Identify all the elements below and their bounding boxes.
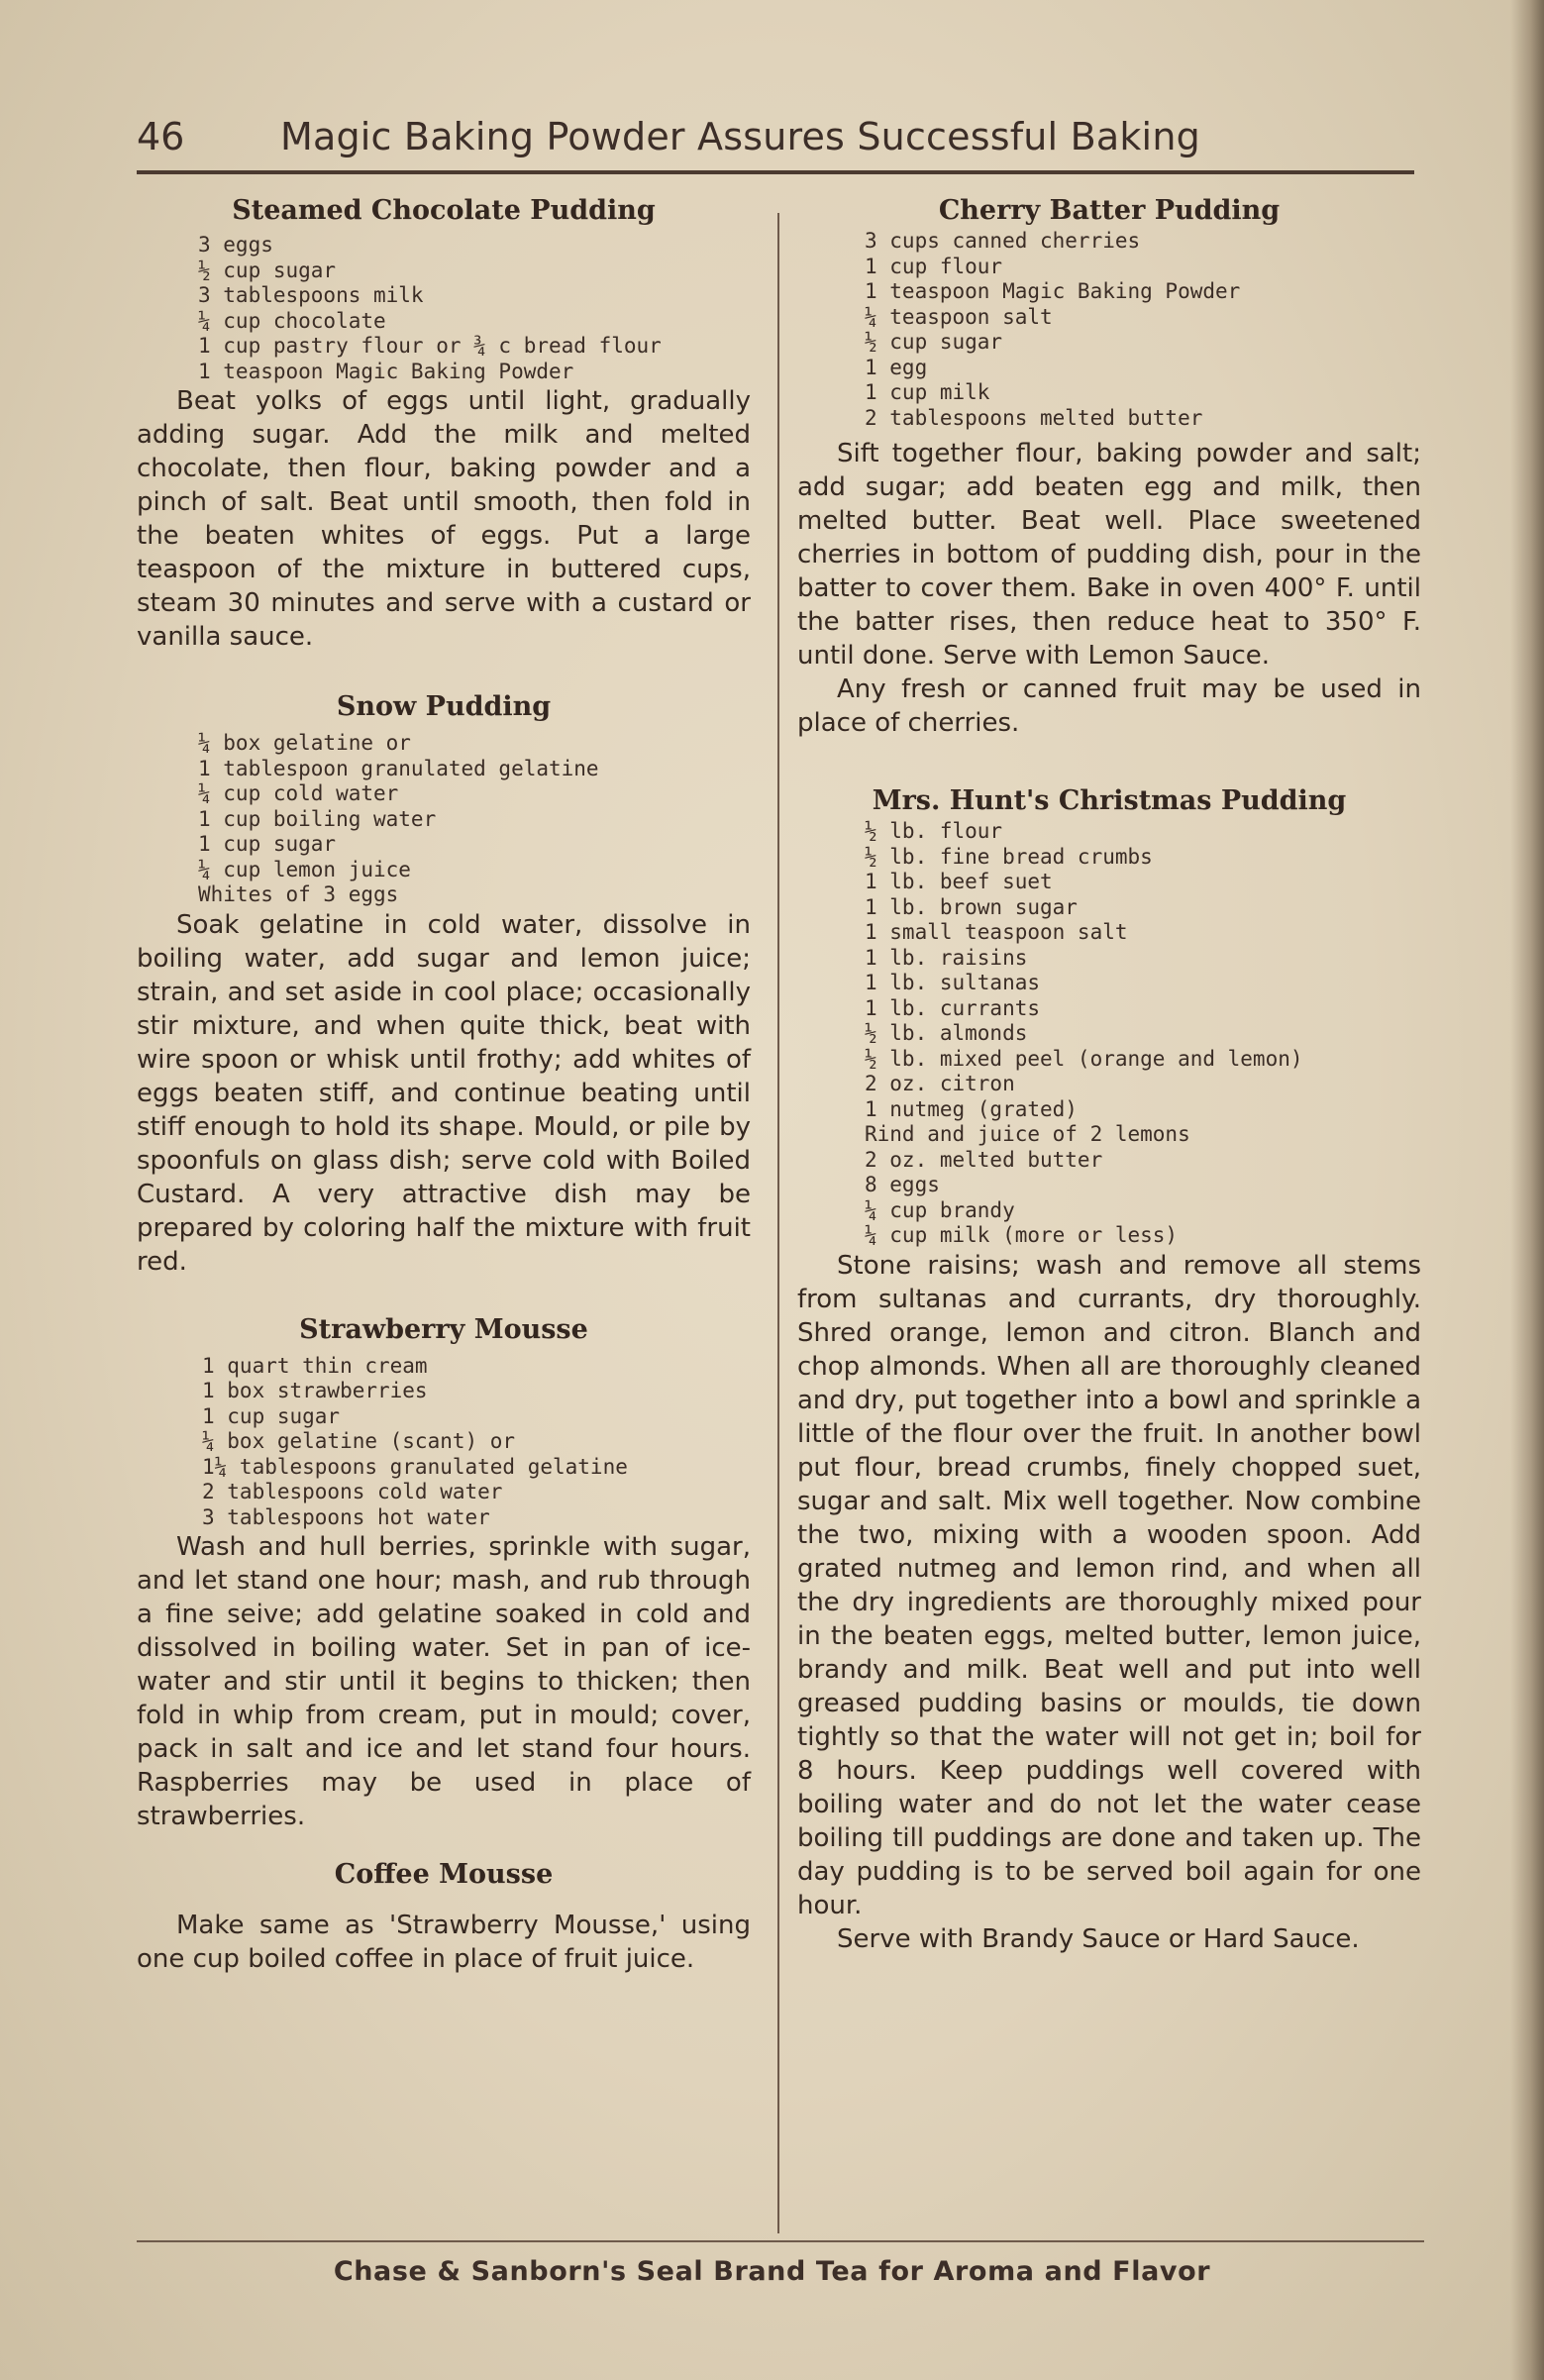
- header-rule: [137, 170, 1414, 174]
- method-paragraph: Any fresh or canned fruit may be used in place of cherries.: [797, 674, 1421, 738]
- recipe-title: Coffee Mousse: [334, 1859, 554, 1890]
- ingredient: ½ lb. almonds: [865, 1021, 1028, 1045]
- ingredient-list: [198, 233, 751, 384]
- ingredient: 8 eggs: [865, 1173, 940, 1196]
- ingredient: ¼ teaspoon salt: [865, 304, 1053, 329]
- ingredient: 2 oz. citron: [865, 1072, 1015, 1095]
- recipe-strawberry-mousse: [137, 1312, 751, 1834]
- ingredient-list: [202, 1354, 751, 1531]
- ingredient: 1 nutmeg (grated): [865, 1096, 1078, 1121]
- ingredient: ¼ cup lemon juice: [198, 857, 411, 881]
- ingredient: 1 lb. currants: [865, 995, 1041, 1020]
- ingredient: 2 oz. melted butter: [865, 1147, 1103, 1172]
- ingredient: 1 cup flour: [865, 254, 1003, 278]
- ingredient: 1 cup sugar: [202, 1403, 341, 1428]
- recipe-method: [797, 1249, 1421, 1956]
- page-spine-shadow: [1510, 0, 1544, 2380]
- recipe-cherry-batter-pudding: [797, 193, 1421, 740]
- running-title: Magic Baking Powder Assures Successful Baking: [280, 115, 1200, 158]
- ingredient: 2 tablespoons cold water: [202, 1480, 503, 1503]
- ingredient: 1 cup milk: [865, 380, 990, 404]
- ingredient: 3 eggs: [198, 233, 273, 257]
- recipe-method: [137, 1530, 751, 1833]
- recipe-title: Mrs. Hunt's Christmas Pudding: [872, 785, 1347, 816]
- ingredient: 1 cup boiling water: [198, 806, 437, 831]
- ingredient-list: [865, 819, 1421, 1249]
- method-paragraph: Soak gelatine in cold water, dissolve in boiling water, add sugar and lemon juice; strain, and set aside in cool place; occasionally stir mixture, and when quite thick, beat with wire spoon or whisk until frothy; add whites of eggs beaten stiff, and continue beating until stiff enough to hold its shape. Mould, or pile by spoonfuls on glass dish; serve cold with Boiled Custard. A very attractive dish may be prepared by coloring half the mixture with fruit red.: [137, 909, 751, 1277]
- ingredient: ¼ cup milk (more or less): [865, 1223, 1179, 1247]
- ingredient: ½ lb. flour: [865, 819, 1003, 843]
- recipe-title: Steamed Chocolate Pudding: [232, 195, 656, 226]
- ingredient-list: [198, 731, 751, 908]
- recipe-method: [797, 437, 1421, 740]
- ingredient: 1 teaspoon Magic Baking Powder: [865, 279, 1241, 303]
- ingredient: ¼ cup cold water: [198, 781, 399, 805]
- ingredient: ½ cup sugar: [865, 330, 1003, 354]
- recipe-coffee-mousse: [137, 1857, 751, 1976]
- ingredient: 3 cups canned cherries: [865, 229, 1141, 253]
- recipe-title: Strawberry Mousse: [299, 1313, 588, 1345]
- recipe-title: Snow Pudding: [336, 691, 552, 722]
- ingredient: 1 cup sugar: [198, 832, 337, 856]
- ingredient: Whites of 3 eggs: [198, 882, 399, 906]
- recipe-method: [137, 1909, 751, 1976]
- ingredient: 1 small teaspoon salt: [865, 920, 1128, 944]
- recipe-steamed-chocolate-pudding: [137, 193, 751, 654]
- method-paragraph: Sift together flour, baking powder and salt; add sugar; add beaten egg and milk, then melted butter. Beat well. Place sweetened cherries in bottom of pudding dish, pour in the batter to cover them. Bake in oven 400° F. until the batter rises, then reduce heat to 350° F. until done. Serve with Lemon Sauce.: [797, 439, 1421, 671]
- page-number: 46: [137, 115, 185, 158]
- ingredient: 3 tablespoons milk: [198, 283, 424, 307]
- ingredient: 1 quart thin cream: [202, 1353, 428, 1378]
- ingredient: ¼ cup brandy: [865, 1197, 1015, 1222]
- ingredient: 1 lb. raisins: [865, 945, 1028, 970]
- ingredient: 1 teaspoon Magic Baking Powder: [198, 359, 574, 383]
- ingredient: ½ lb. mixed peel (orange and lemon): [865, 1046, 1303, 1071]
- ingredient: Rind and juice of 2 lemons: [865, 1122, 1190, 1146]
- footer-slogan: Chase & Sanborn's Seal Brand Tea for Aroma and Flavor: [333, 2256, 1211, 2287]
- ingredient: 1 lb. sultanas: [865, 971, 1041, 994]
- column-divider: [777, 213, 779, 2233]
- right-column: [797, 193, 1421, 1956]
- recipe-snow-pudding: [137, 689, 751, 1279]
- method-paragraph: Wash and hull berries, sprinkle with sugar, and let stand one hour; mash, and rub through a fine seive; add gelatine soaked in cold and dissolved in boiling water. Set in pan of ice-water and stir until it begins to thicken; then fold in whip from cream, put in mould; cover, pack in salt and ice and let stand four hours. Raspberries may be used in place of strawberries.: [137, 1532, 751, 1831]
- ingredient: 3 tablespoons hot water: [202, 1504, 490, 1529]
- recipe-method: [137, 908, 751, 1279]
- ingredient: 1¼ tablespoons granulated gelatine: [202, 1454, 628, 1479]
- ingredient: ½ lb. fine bread crumbs: [865, 844, 1153, 869]
- ingredient: 1 tablespoon granulated gelatine: [198, 756, 599, 780]
- ingredient: ¼ cup chocolate: [198, 308, 386, 333]
- ingredient: ¼ box gelatine (scant) or: [202, 1429, 516, 1453]
- ingredient: ¼ box gelatine or: [198, 731, 411, 755]
- recipe-christmas-pudding: [797, 783, 1421, 1956]
- method-paragraph: Serve with Brandy Sauce or Hard Sauce.: [837, 1923, 1360, 1954]
- ingredient: 1 cup pastry flour or ¾ c bread flour: [198, 334, 662, 358]
- ingredient: ½ cup sugar: [198, 258, 337, 282]
- recipe-title: Cherry Batter Pudding: [938, 195, 1281, 226]
- method-paragraph: Beat yolks of eggs until light, gradually adding sugar. Add the milk and melted chocolate, then flour, baking powder and a pinch of salt. Beat until smooth, then fold in the beaten whites of eggs. Put a large teaspoon of the mixture in buttered cups, steam 30 minutes and serve with a custard or vanilla sauce.: [137, 386, 751, 652]
- ingredient: 1 egg: [865, 355, 928, 379]
- ingredient: 1 box strawberries: [202, 1379, 428, 1402]
- page-header: [137, 111, 1414, 170]
- footer-rule: [137, 2240, 1424, 2242]
- method-paragraph: Stone raisins; wash and remove all stems from sultanas and currants, dry thoroughly. Shred orange, lemon and citron. Blanch and chop almonds. When all are thoroughly cleaned and dry, put together into a bowl and sprinkle a little of the flour over the fruit. In another bowl put flour, bread crumbs, finely chopped suet, sugar and salt. Mix well together. Now combine the two, mixing with a wooden spoon. Add grated nutmeg and lemon rind, and when all the dry ingredients are thoroughly mixed pour in the beaten eggs, melted butter, lemon juice, brandy and milk. Beat well and put into well greased pudding basins or moulds, tie down tightly so that the water will not get in; boil for 8 hours. Keep puddings well covered with boiling water and do not let the water cease boiling till puddings are done and taken up. The day pudding is to be served boil again for one hour.: [797, 1250, 1421, 1920]
- ingredient: 1 lb. brown sugar: [865, 894, 1078, 919]
- left-column: [137, 193, 751, 1976]
- recipe-method: [137, 384, 751, 654]
- ingredient-list: [865, 229, 1421, 431]
- ingredient: 1 lb. beef suet: [865, 870, 1053, 893]
- ingredient: 2 tablespoons melted butter: [865, 405, 1203, 430]
- method-paragraph: Make same as 'Strawberry Mousse,' using one cup boiled coffee in place of fruit juice.: [137, 1911, 751, 1974]
